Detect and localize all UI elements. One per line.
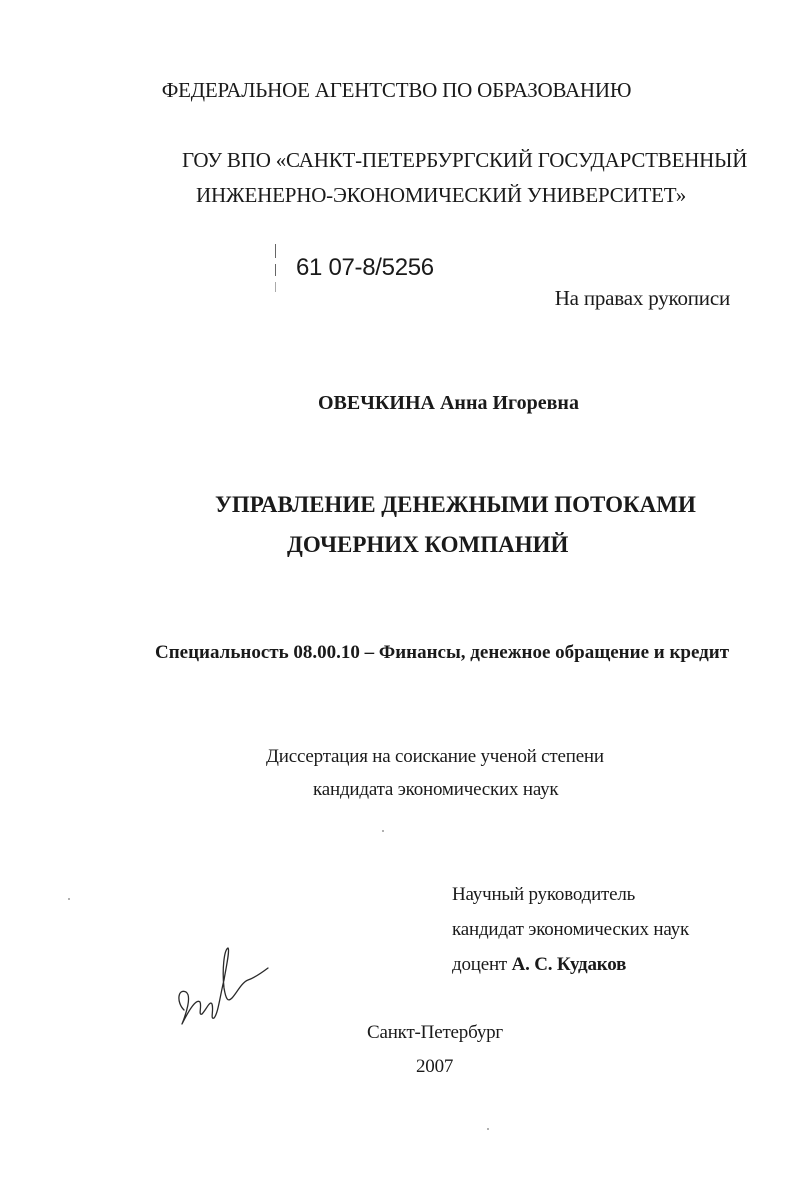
stamp-mark-top	[275, 244, 276, 258]
dissertation-degree-line-2: кандидата экономических наук	[313, 779, 559, 800]
author-name	[318, 392, 579, 415]
manuscript-rights: На правах рукописи	[554, 286, 730, 310]
scan-speck	[487, 1128, 489, 1130]
city: Санкт-Петербург	[367, 1022, 504, 1043]
agency-name: ФЕДЕРАЛЬНОЕ АГЕНТСТВО ПО ОБРАЗОВАНИЮ	[161, 78, 632, 102]
stamp-mark-middle	[275, 264, 276, 276]
scan-speck	[68, 898, 70, 900]
supervisor-rank: доцент	[452, 954, 508, 975]
specialty: Специальность 08.00.10 – Финансы, денежное обращение и кредит	[155, 642, 730, 663]
dissertation-title-line-2: ДОЧЕРНИХ КОМПАНИЙ	[287, 532, 569, 557]
author-given-name: Анна Игоревна	[439, 392, 579, 414]
scan-speck	[382, 830, 384, 832]
university-line-2: ИНЖЕНЕРНО-ЭКОНОМИЧЕСКИЙ УНИВЕРСИТЕТ»	[196, 183, 687, 207]
supervisor-label: Научный руководитель	[452, 884, 636, 905]
supervisor-name: А. С. Кудаков	[511, 954, 627, 975]
supervisor-degree: кандидат экономических наук	[452, 919, 689, 940]
university-line-1: ГОУ ВПО «САНКТ-ПЕТЕРБУРГСКИЙ ГОСУДАРСТВЕННЫЙ	[182, 148, 748, 172]
catalog-number: 61 07-8/5256	[296, 254, 434, 281]
year: 2007	[416, 1056, 454, 1077]
supervisor-rank-name	[452, 954, 626, 976]
signature	[172, 940, 282, 1035]
author-surname: ОВЕЧКИНА	[318, 392, 435, 414]
dissertation-degree-line-1: Диссертация на соискание ученой степени	[266, 746, 604, 767]
stamp-mark-bottom	[275, 282, 276, 292]
dissertation-title-line-1: УПРАВЛЕНИЕ ДЕНЕЖНЫМИ ПОТОКАМИ	[215, 492, 696, 517]
